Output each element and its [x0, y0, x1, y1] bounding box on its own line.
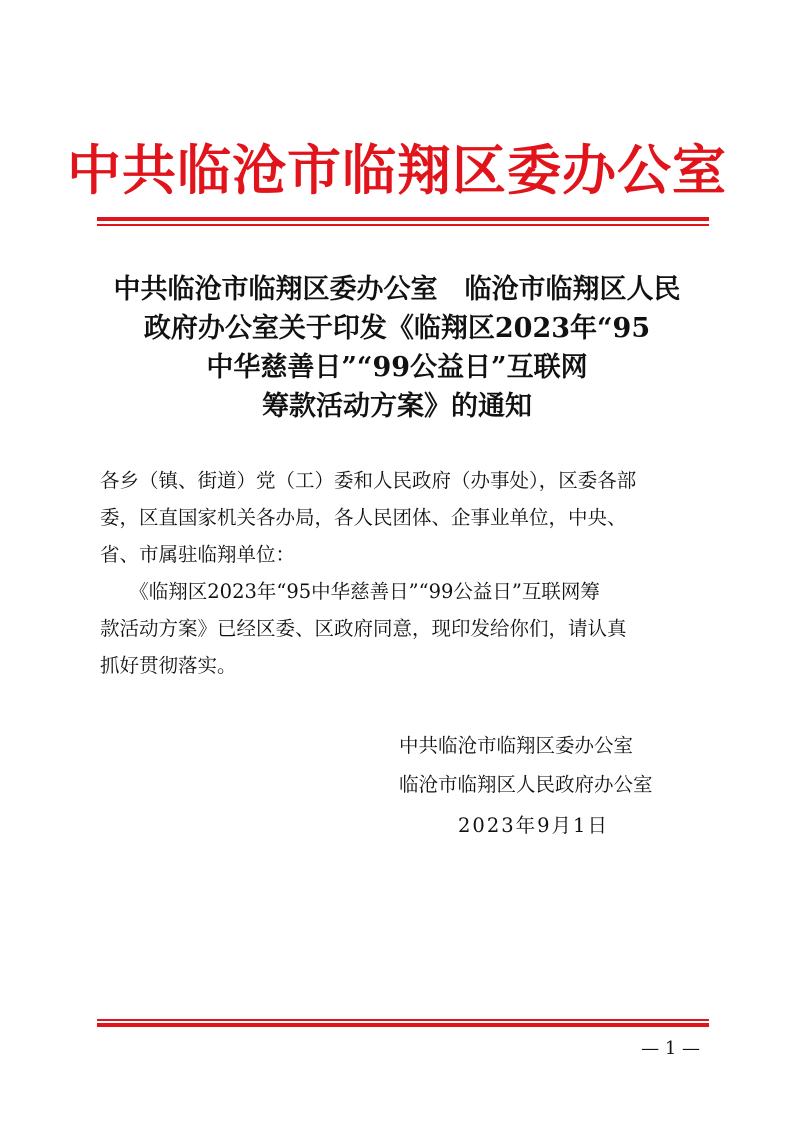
document-title-line: 中华慈善日”“99公益日”互联网	[206, 352, 588, 383]
header-red-rule-thick	[97, 217, 709, 221]
salutation-line: 各乡（镇、街道）党（工）委和人民政府（办事处），区委各部	[100, 469, 637, 492]
salutation	[100, 462, 700, 573]
body-paragraph	[100, 573, 700, 684]
document-title	[80, 270, 714, 426]
footer-red-rule-thin	[97, 1019, 709, 1021]
signature-issuer-party: 中共临沧市临翔区委办公室	[399, 734, 634, 757]
body-line: 款活动方案》已经区委、区政府同意，现印发给你们，请认真	[100, 617, 627, 640]
document-title-line: 政府办公室关于印发《临翔区2023年“95	[143, 313, 651, 344]
signature-date: 2023年9月1日	[458, 814, 609, 837]
body-line: 《临翔区2023年“95中华慈善日”“99公益日”互联网筹	[100, 580, 600, 603]
header-red-rule-thin	[97, 224, 709, 226]
body-line: 抓好贯彻落实。	[100, 654, 237, 677]
page-number: — 1 —	[641, 1038, 700, 1059]
document-title-line: 中共临沧市临翔区委办公室 临沧市临翔区人民	[113, 274, 681, 305]
salutation-line: 委，区直国家机关各办局，各人民团体、企事业单位，中央、	[100, 506, 627, 529]
salutation-line: 省、市属驻临翔单位：	[100, 543, 296, 566]
issuer-header-title: 中共临沧市临翔区委办公室	[67, 138, 727, 202]
footer-red-rule-thick	[97, 1023, 709, 1027]
signature-issuer-government: 临沧市临翔区人民政府办公室	[399, 773, 653, 796]
document-title-line: 筹款活动方案》的通知	[262, 391, 532, 422]
